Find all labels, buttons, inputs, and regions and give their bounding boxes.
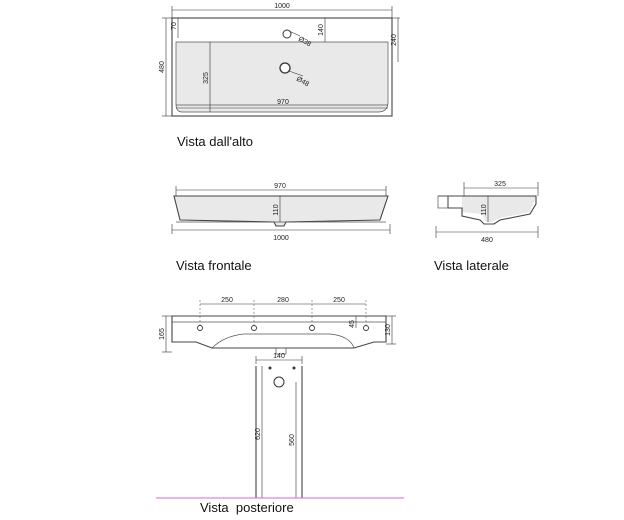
top-tap-offset-label: 140 [318,24,325,36]
rear-spacing-left-label: 250 [221,297,233,304]
front-view-caption: Vista frontale [176,258,252,273]
top-inner-width-label: 970 [277,99,289,106]
drain-hole-icon [280,63,290,73]
rear-height-left-label: 165 [159,328,166,340]
rear-bowl-curve [212,334,354,348]
front-height-label: 110 [273,204,280,216]
side-back-block [438,196,448,208]
mount-hole-2-icon [252,326,257,331]
tap-hole-label: Ø38 [297,35,312,49]
front-basin-shape [174,196,388,226]
rear-pedestal-width-label: 140 [273,353,285,360]
rear-view-caption: Vista posteriore [200,500,294,515]
side-height-label: 110 [481,204,488,216]
rear-spacing-right-label: 250 [333,297,345,304]
mount-hole-1-icon [198,326,203,331]
top-view-caption: Vista dall'alto [177,134,253,149]
front-view [172,183,390,273]
rear-drain-height-label: 560 [289,434,296,446]
side-view [434,181,538,273]
rear-pedestal-height-label: 620 [255,428,262,440]
front-top-label: 970 [274,183,286,190]
mount-hole-3-icon [310,326,315,331]
top-width-label: 1000 [274,3,290,10]
front-bottom-label: 1000 [273,235,289,242]
rear-height-right-label: 130 [385,324,392,336]
top-view [159,3,400,149]
rear-drain-outlet-icon [274,377,284,387]
rear-spacing-mid-label: 280 [277,297,289,304]
mount-hole-4-icon [364,326,369,331]
side-top-label: 325 [494,181,506,188]
side-bottom-label: 480 [481,237,493,244]
top-back-label: 70 [171,22,178,30]
side-view-caption: Vista laterale [434,258,509,273]
top-ledge-label: 240 [391,34,398,46]
drain-label: Ø48 [295,75,310,89]
top-inner-depth-label: 325 [203,72,210,84]
rear-hole-offset-label: 45 [349,320,356,328]
top-depth-label: 480 [159,61,166,73]
